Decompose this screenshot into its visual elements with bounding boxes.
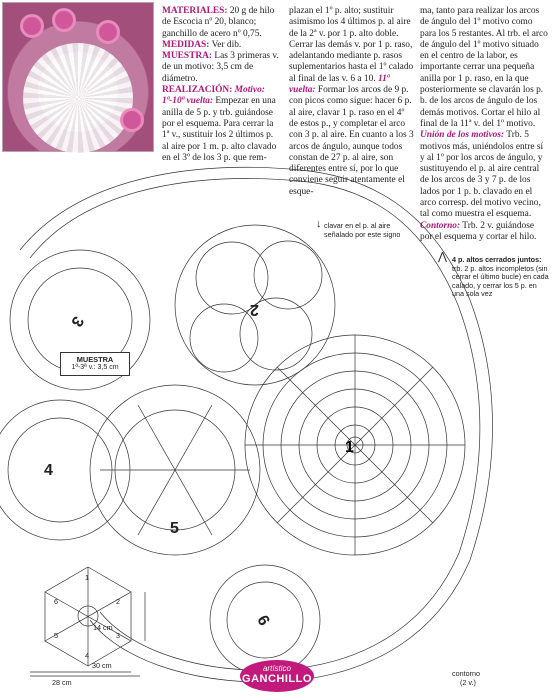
column3-text-c: Trb. 2 v. guiándose por el esquema y cortar el hilo. [420,220,537,242]
muestra-box [60,352,130,376]
motif-number-4: 4 [44,462,53,479]
column3-text-a: ma, tanto para realizar los arcos de ángulo del 1º motivo como para los 5 restantes. Al trb. el arco de ángulo del 1º motivo situado en el centro de la labor, es importante cerrar una pequeña anilla por 1 p. raso, en la que posteriormente se clavarán los p. b. de los arcos de ángulo de los demás motivos. Cortar el hilo al final de la 11ª v. del 1º motivo. [420,6,548,129]
materiales-text: 20 g de hilo de Escocia nº 20, blanco; ganchillo de acero nº 0,75. [162,6,275,39]
schematic-number-3: 3 [116,631,120,640]
flower-image [99,23,117,41]
medidas-heading: MEDIDAS: [162,39,210,50]
logo-bottom-text: GANCHILLO [242,673,312,685]
doily-photo [2,2,154,152]
muestra-box-title: MUESTRA [76,355,114,364]
union-heading: Unión de los motivos: [420,130,505,141]
dim-30cm: 30 cm [92,661,112,670]
vuelta11-heading: 11ª vuelta: [289,73,390,96]
legend-cerrados-title: 4 p. altos cerrados juntos: [452,255,542,264]
cluster-symbol-icon: ⋀ [438,251,448,263]
muestra-heading: MUESTRA: [162,51,213,62]
flower-image [55,11,73,29]
instructions-column-1 [162,6,282,164]
contour-outline [20,167,493,682]
column2-text-b: Formar los arcos de 9 p. con picos como sigue: hacer 6 p. al aire, clavar 1 p. raso en el 4º de estos p., y completar el arco con 3 p. al aire. En cuanto a los 3 arcos de ángulo, aunque todos constan de 27 p. al aire, son diferentes entre sí, por lo que conviene seguir atentamente el esque- [289,85,414,197]
motif-5-spokes [100,405,250,535]
magazine-logo [240,660,314,692]
dim-14cm: 14 cm [93,623,113,632]
motif-number-2: 2 [250,301,259,318]
contorno-heading: Contorno: [420,220,461,231]
schematic-number-2: 2 [116,597,120,606]
realizacion-text: Empezar en una anilla de 5 p. y trb. guiándose por el esquema. Para cerrar la 1ª v., sustituir los 2 últimos p. al aire por 1 m. p. alto clavado en el 3º de los 3 p. que rem- [162,96,277,163]
legend-clavar-text: clavar en el p. al aire señalado por este signo [324,221,401,239]
muestra-text: Las 3 primeras v. de un motivo: 3,5 cm de diámetro. [162,51,279,84]
realizacion-heading: REALIZACIÓN: [162,85,233,96]
motif-number-1: 1 [345,439,354,456]
schematic-number-5: 5 [54,631,58,640]
logo-top-text: artístico [262,664,291,673]
motif-center-spokes [245,335,465,555]
materiales-heading: MATERIALES: [162,6,228,16]
schematic-number-1: 1 [85,573,89,582]
motif-number-5: 5 [170,520,179,537]
muestra-paragraph [162,51,282,85]
medidas-paragraph [162,40,282,51]
doily-image [23,43,133,153]
motivo-heading: Motivo: 1ª-10ª vuelta: [162,85,265,107]
legend-cerrados-text: trb. 2 p. altos incompletos (sin cerrar el último bucle) en cada calado, y cerrar los 5 p. en una sola vez [452,263,549,298]
contorno-label: contorno [452,669,480,678]
contorno-sub-label: (2 v.) [460,678,476,687]
materials-paragraph [162,6,282,40]
schematic-number-4: 4 [85,651,89,660]
column2-text-a: plazan el 1º p. alto; sustituir asimismo los 4 últimos p. al aire de la 2ª v. por 1 p. alto doble. Cerrar las demás v. por 1 p. raso, adelantando mediante p. rasos suplementarios hasta el 1º calado al final de las v. 6 a 10. [289,6,414,84]
motif-number-6: 6 [253,612,273,629]
crochet-chart [0,160,553,699]
flower-image [123,111,141,129]
muestra-box-sub: 1ª-3ª v.: 3,5 cm [71,364,119,371]
motif-number-3: 3 [67,313,87,330]
dim-28cm: 28 cm [52,678,72,687]
column3-text-b: Trb. 5 motivos más, uniéndolos entre sí y al 1º por los arcos de ángulo, y sustituyendo el p. al aire central de los arcos de 3 y 7 p. de los lados por 1 p. b. clavado en el arco corresp. del motivo vecino, tal como muestra el esquema. [420,130,544,220]
medidas-text: Ver dib. [209,39,242,50]
pin-symbol-icon: ↓ [316,218,322,230]
schematic-number-6: 6 [54,597,58,606]
flower-image [23,17,41,35]
realizacion-paragraph [162,85,282,164]
